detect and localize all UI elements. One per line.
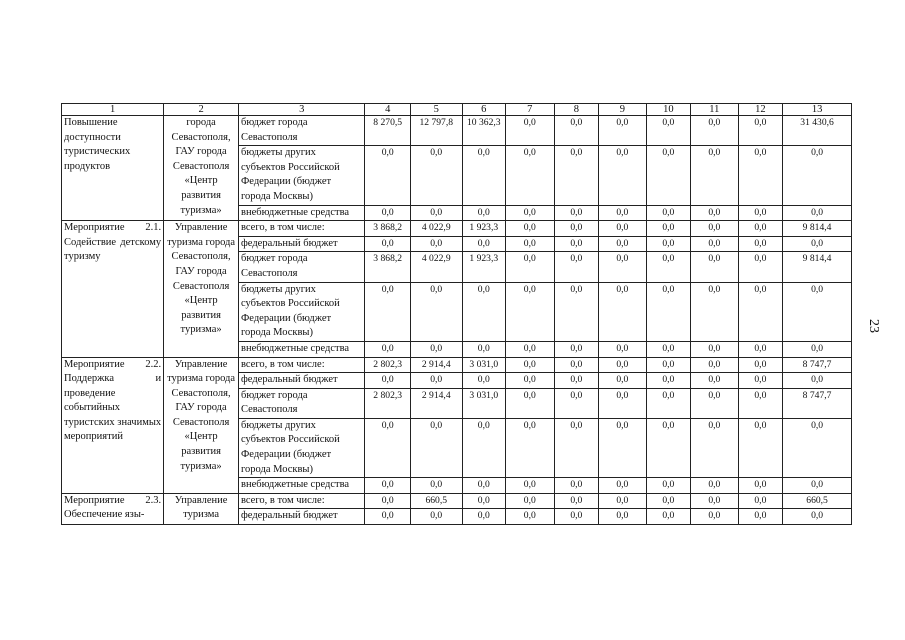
amount-cell: 0,0 (554, 418, 599, 477)
amount-cell: 0,0 (365, 478, 411, 494)
amount-cell: 0,0 (462, 236, 505, 252)
amount-cell: 0,0 (506, 236, 555, 252)
amount-cell: 0,0 (554, 282, 599, 341)
amount-cell: 0,0 (738, 341, 783, 357)
amount-cell: 10 362,3 (462, 116, 505, 146)
amount-cell: 0,0 (738, 252, 783, 282)
amount-cell: 0,0 (365, 418, 411, 477)
amount-cell: 0,0 (365, 509, 411, 525)
amount-cell: 0,0 (738, 493, 783, 509)
amount-cell: 0,0 (410, 373, 462, 389)
amount-cell: 0,0 (365, 282, 411, 341)
amount-cell: 0,0 (599, 282, 647, 341)
funding-source-cell: внебюджетные средства (239, 205, 365, 221)
amount-cell: 3 868,2 (365, 252, 411, 282)
amount-cell: 0,0 (691, 236, 739, 252)
amount-cell: 0,0 (462, 478, 505, 494)
amount-cell: 0,0 (506, 493, 555, 509)
amount-cell: 0,0 (506, 341, 555, 357)
budget-table-body (62, 104, 852, 525)
column-number-row (62, 104, 852, 116)
amount-cell: 0,0 (738, 418, 783, 477)
amount-cell: 4 022,9 (410, 252, 462, 282)
funding-source-cell: всего, в том числе: (239, 493, 365, 509)
funding-source-cell: бюджеты других субъектов Российской Федерации (бюджет города Москвы) (239, 282, 365, 341)
amount-cell: 0,0 (691, 478, 739, 494)
amount-cell: 0,0 (554, 388, 599, 418)
activity-name-cell: Мероприятие 2.1. Содействие детскому туризму (62, 221, 164, 357)
amount-cell: 2 802,3 (365, 388, 411, 418)
page-number: 23 (866, 319, 881, 333)
amount-cell: 2 914,4 (410, 388, 462, 418)
amount-cell: 8 747,7 (783, 388, 852, 418)
column-number-cell: 7 (506, 104, 555, 116)
amount-cell: 0,0 (783, 478, 852, 494)
amount-cell: 0,0 (554, 252, 599, 282)
amount-cell: 0,0 (691, 252, 739, 282)
amount-cell: 0,0 (410, 509, 462, 525)
column-number-cell: 9 (599, 104, 647, 116)
amount-cell: 1 923,3 (462, 221, 505, 237)
funding-source-cell: всего, в том числе: (239, 357, 365, 373)
amount-cell: 0,0 (738, 388, 783, 418)
amount-cell: 0,0 (783, 418, 852, 477)
amount-cell: 0,0 (554, 493, 599, 509)
amount-cell: 0,0 (410, 341, 462, 357)
amount-cell: 0,0 (599, 493, 647, 509)
amount-cell: 0,0 (783, 236, 852, 252)
amount-cell: 0,0 (691, 205, 739, 221)
amount-cell: 0,0 (783, 373, 852, 389)
activity-name-cell: Мероприятие 2.2. Поддержка и проведение событийных туристских значимых мероприятий (62, 357, 164, 493)
amount-cell: 0,0 (462, 509, 505, 525)
amount-cell: 0,0 (410, 236, 462, 252)
amount-cell: 0,0 (646, 205, 691, 221)
activity-name-cell: Мероприятие 2.3. Обеспечение язы- (62, 493, 164, 524)
amount-cell: 0,0 (506, 418, 555, 477)
amount-cell: 0,0 (410, 205, 462, 221)
amount-cell: 0,0 (599, 205, 647, 221)
amount-cell: 9 814,4 (783, 221, 852, 237)
amount-cell: 0,0 (554, 116, 599, 146)
amount-cell: 0,0 (738, 509, 783, 525)
amount-cell: 0,0 (462, 146, 505, 205)
amount-cell: 0,0 (365, 146, 411, 205)
funding-source-cell: бюджеты других субъектов Российской Федерации (бюджет города Москвы) (239, 418, 365, 477)
amount-cell: 31 430,6 (783, 116, 852, 146)
funding-source-cell: бюджет города Севастополя (239, 388, 365, 418)
table-row (62, 493, 852, 509)
column-number-cell: 6 (462, 104, 505, 116)
amount-cell: 0,0 (691, 341, 739, 357)
amount-cell: 0,0 (462, 493, 505, 509)
table-row (62, 116, 852, 146)
column-number-cell: 1 (62, 104, 164, 116)
amount-cell: 0,0 (599, 221, 647, 237)
amount-cell: 0,0 (599, 418, 647, 477)
amount-cell: 0,0 (783, 205, 852, 221)
amount-cell: 0,0 (738, 478, 783, 494)
amount-cell: 0,0 (462, 418, 505, 477)
amount-cell: 0,0 (738, 205, 783, 221)
amount-cell: 0,0 (691, 221, 739, 237)
amount-cell: 0,0 (738, 146, 783, 205)
amount-cell: 0,0 (599, 373, 647, 389)
amount-cell: 0,0 (646, 388, 691, 418)
amount-cell: 0,0 (738, 357, 783, 373)
amount-cell: 0,0 (365, 493, 411, 509)
amount-cell: 0,0 (646, 252, 691, 282)
amount-cell: 0,0 (365, 205, 411, 221)
amount-cell: 9 814,4 (783, 252, 852, 282)
executor-cell: Управление туризма города Севастополя, ГАУ города Севастополя «Центр развития туризма» (164, 357, 239, 493)
amount-cell: 0,0 (506, 146, 555, 205)
amount-cell: 0,0 (646, 282, 691, 341)
amount-cell: 0,0 (691, 373, 739, 389)
amount-cell: 0,0 (554, 236, 599, 252)
amount-cell: 0,0 (691, 146, 739, 205)
amount-cell: 0,0 (365, 373, 411, 389)
amount-cell: 0,0 (506, 205, 555, 221)
funding-source-cell: бюджет города Севастополя (239, 252, 365, 282)
amount-cell: 0,0 (599, 388, 647, 418)
amount-cell: 0,0 (738, 373, 783, 389)
amount-cell: 0,0 (599, 116, 647, 146)
amount-cell: 1 923,3 (462, 252, 505, 282)
amount-cell: 0,0 (554, 373, 599, 389)
executor-cell: Управление туризма (164, 493, 239, 524)
amount-cell: 3 868,2 (365, 221, 411, 237)
funding-source-cell: бюджет города Севастополя (239, 116, 365, 146)
amount-cell: 0,0 (646, 509, 691, 525)
amount-cell: 0,0 (646, 418, 691, 477)
amount-cell: 0,0 (646, 478, 691, 494)
amount-cell: 0,0 (691, 388, 739, 418)
amount-cell: 0,0 (462, 373, 505, 389)
amount-cell: 660,5 (783, 493, 852, 509)
column-number-cell: 10 (646, 104, 691, 116)
amount-cell: 0,0 (599, 341, 647, 357)
amount-cell: 0,0 (410, 418, 462, 477)
amount-cell: 3 031,0 (462, 388, 505, 418)
amount-cell: 0,0 (691, 493, 739, 509)
column-number-cell: 2 (164, 104, 239, 116)
amount-cell: 12 797,8 (410, 116, 462, 146)
amount-cell: 0,0 (691, 418, 739, 477)
amount-cell: 0,0 (365, 236, 411, 252)
amount-cell: 0,0 (783, 282, 852, 341)
amount-cell: 0,0 (554, 221, 599, 237)
amount-cell: 0,0 (646, 341, 691, 357)
amount-cell: 0,0 (691, 357, 739, 373)
amount-cell: 0,0 (783, 146, 852, 205)
amount-cell: 0,0 (738, 282, 783, 341)
amount-cell: 0,0 (506, 116, 555, 146)
amount-cell: 3 031,0 (462, 357, 505, 373)
amount-cell: 0,0 (554, 357, 599, 373)
table-row (62, 357, 852, 373)
amount-cell: 0,0 (599, 509, 647, 525)
amount-cell: 0,0 (554, 341, 599, 357)
amount-cell: 0,0 (599, 252, 647, 282)
amount-cell: 0,0 (410, 282, 462, 341)
amount-cell: 0,0 (462, 282, 505, 341)
budget-table (61, 103, 852, 525)
amount-cell: 0,0 (506, 252, 555, 282)
amount-cell: 0,0 (646, 493, 691, 509)
amount-cell: 0,0 (506, 509, 555, 525)
table-row (62, 221, 852, 237)
column-number-cell: 3 (239, 104, 365, 116)
amount-cell: 0,0 (599, 236, 647, 252)
amount-cell: 2 802,3 (365, 357, 411, 373)
column-number-cell: 5 (410, 104, 462, 116)
amount-cell: 8 270,5 (365, 116, 411, 146)
funding-source-cell: внебюджетные средства (239, 341, 365, 357)
funding-source-cell: бюджеты других субъектов Российской Федерации (бюджет города Москвы) (239, 146, 365, 205)
amount-cell: 0,0 (646, 236, 691, 252)
amount-cell: 0,0 (646, 221, 691, 237)
amount-cell: 0,0 (691, 282, 739, 341)
amount-cell: 0,0 (410, 478, 462, 494)
column-number-cell: 11 (691, 104, 739, 116)
amount-cell: 0,0 (783, 509, 852, 525)
amount-cell: 0,0 (506, 221, 555, 237)
amount-cell: 0,0 (646, 116, 691, 146)
amount-cell: 0,0 (554, 205, 599, 221)
amount-cell: 0,0 (738, 236, 783, 252)
amount-cell: 0,0 (554, 146, 599, 205)
amount-cell: 0,0 (599, 146, 647, 205)
amount-cell: 0,0 (738, 116, 783, 146)
amount-cell: 0,0 (646, 373, 691, 389)
amount-cell: 4 022,9 (410, 221, 462, 237)
amount-cell: 0,0 (691, 509, 739, 525)
amount-cell: 0,0 (646, 357, 691, 373)
amount-cell: 0,0 (599, 357, 647, 373)
amount-cell: 0,0 (691, 116, 739, 146)
activity-name-cell: Повышение доступности туристических продуктов (62, 116, 164, 221)
funding-source-cell: федеральный бюджет (239, 236, 365, 252)
column-number-cell: 13 (783, 104, 852, 116)
amount-cell: 660,5 (410, 493, 462, 509)
amount-cell: 0,0 (462, 341, 505, 357)
amount-cell: 0,0 (506, 373, 555, 389)
column-number-cell: 4 (365, 104, 411, 116)
amount-cell: 0,0 (646, 146, 691, 205)
amount-cell: 0,0 (599, 478, 647, 494)
funding-source-cell: федеральный бюджет (239, 373, 365, 389)
funding-source-cell: всего, в том числе: (239, 221, 365, 237)
amount-cell: 2 914,4 (410, 357, 462, 373)
funding-source-cell: внебюджетные средства (239, 478, 365, 494)
column-number-cell: 8 (554, 104, 599, 116)
amount-cell: 0,0 (506, 388, 555, 418)
amount-cell: 0,0 (554, 509, 599, 525)
amount-cell: 0,0 (506, 478, 555, 494)
amount-cell: 0,0 (506, 357, 555, 373)
amount-cell: 0,0 (738, 221, 783, 237)
column-number-cell: 12 (738, 104, 783, 116)
executor-cell: Управление туризма города Севастополя, ГАУ города Севастополя «Центр развития туризма» (164, 221, 239, 357)
executor-cell: города Севастополя, ГАУ города Севастополя «Центр развития туризма» (164, 116, 239, 221)
amount-cell: 0,0 (462, 205, 505, 221)
amount-cell: 8 747,7 (783, 357, 852, 373)
amount-cell: 0,0 (506, 282, 555, 341)
amount-cell: 0,0 (783, 341, 852, 357)
amount-cell: 0,0 (410, 146, 462, 205)
funding-source-cell: федеральный бюджет (239, 509, 365, 525)
amount-cell: 0,0 (365, 341, 411, 357)
amount-cell: 0,0 (554, 478, 599, 494)
